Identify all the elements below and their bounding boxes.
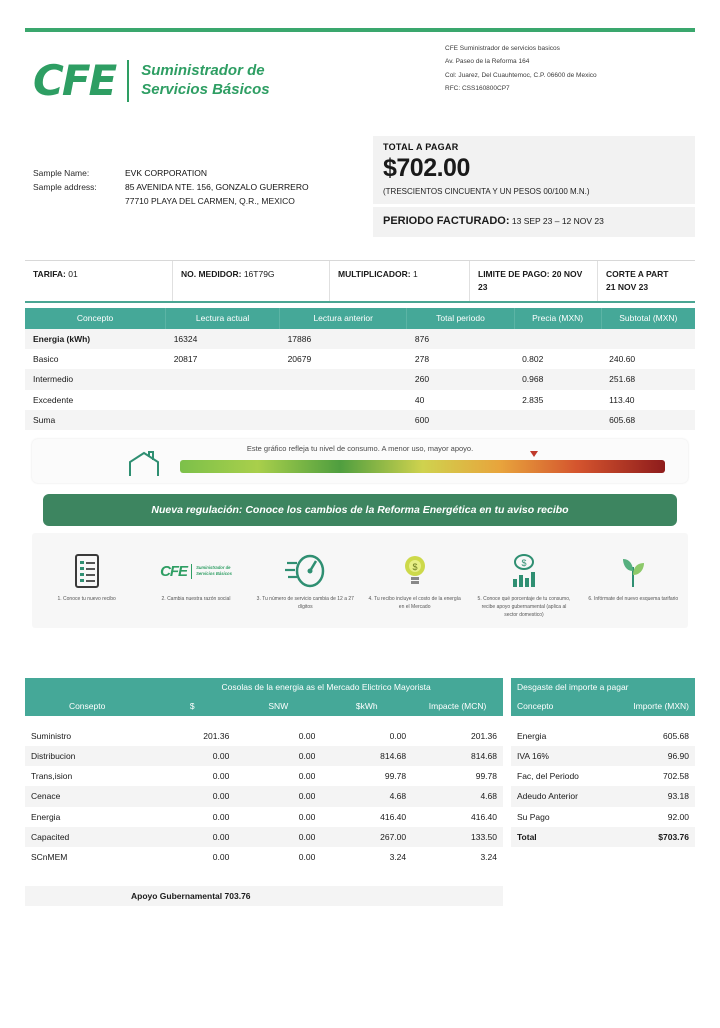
cell-lectura_actual: 16324 — [173, 333, 198, 344]
speed-meter-icon — [251, 547, 360, 595]
spacer-row — [511, 716, 695, 726]
lightbulb-icon — [360, 547, 469, 595]
cell-kwh: 99.78 — [384, 771, 407, 782]
tariff-label: TARIFA: — [33, 269, 66, 279]
table-row — [511, 766, 695, 786]
multiplier-value: 1 — [412, 269, 418, 279]
breakdown-col-importe: Importe (MXN) — [607, 697, 695, 716]
cell-snw: 0.00 — [298, 750, 316, 761]
info-item — [579, 547, 688, 603]
billing-period-value: 13 SEP 23 – 12 NOV 23 — [511, 216, 604, 227]
customer-address-line-1: 85 AVENIDA NTE. 156, GONZALO GUERRERO — [125, 182, 309, 193]
total-due-box — [373, 136, 695, 240]
cell-lectura_actual — [166, 410, 280, 430]
cell-concepto: Fac, del Periodo — [517, 771, 579, 782]
cell-dollar: 0.00 — [212, 832, 230, 843]
tagline-line-1: Suministrador de — [141, 62, 265, 80]
table-row — [25, 726, 503, 746]
cell-impacto: 133.50 — [471, 832, 497, 843]
info-caption: 6. Infórmate del nuevo esquema tarifario — [588, 596, 679, 602]
cell-kwh: 4.68 — [389, 791, 407, 802]
tariff-strip — [25, 260, 695, 303]
table-row — [25, 746, 503, 766]
table-row — [25, 847, 503, 867]
svg-text:$: $ — [521, 558, 527, 568]
breakdown-group-header-row — [511, 678, 695, 697]
col-precio: Precia (MXN) — [514, 308, 601, 329]
apoyo-label: Apoyo Gubernamental — [131, 890, 223, 901]
cell-impacto: 4.68 — [480, 791, 497, 802]
issuer-line-4: RFC: CSS160800CP7 — [445, 84, 510, 92]
table-row — [25, 410, 695, 430]
multiplier-cell — [330, 261, 470, 301]
bill-header — [25, 32, 695, 132]
cell-impacto: 814.68 — [471, 750, 497, 761]
table-row — [25, 786, 503, 806]
cell-subtotal: 605.68 — [609, 415, 636, 425]
table-row — [25, 766, 503, 786]
info-caption: 3. Tu número de servicio cambia de 12 a 27 dígitos — [256, 596, 354, 610]
cell-lectura_anterior — [280, 369, 407, 389]
info-caption: 2. Cambia nuestra razón social — [161, 596, 231, 602]
cell-precio: 2.835 — [522, 394, 544, 405]
col-lectura-anterior: Lectura anterior — [280, 308, 407, 329]
total-due-amount: $702.00 — [383, 154, 470, 182]
cell-lectura_anterior — [280, 390, 407, 410]
market-group-header-row — [25, 678, 503, 697]
customer-name-label: Sample Name: — [33, 168, 90, 178]
cfe-tagline — [141, 62, 269, 100]
col-concepto: Concepto — [25, 308, 166, 329]
cell-dollar: 201.36 — [203, 730, 230, 741]
table-row — [25, 827, 503, 847]
customer-block — [33, 166, 309, 208]
plant-growth-icon — [579, 547, 688, 595]
market-body — [25, 716, 503, 868]
customer-name-value: EVK CORPORATION — [125, 168, 208, 178]
cell-importe: 92.00 — [667, 811, 689, 822]
cell-concepto: Energia — [31, 811, 61, 822]
meter-label: NO. MEDIDOR: — [181, 269, 242, 279]
cell-kwh: 267.00 — [380, 832, 407, 843]
cell-total_periodo: 876 — [414, 333, 430, 344]
col-lectura-actual: Lectura actual — [166, 308, 280, 329]
breakdown-table — [511, 678, 695, 906]
payment-limit-cell — [470, 261, 598, 301]
bottom-tables — [25, 678, 695, 906]
apoyo-row — [25, 886, 503, 906]
market-group-header: Cosolas de la energia as el Mercado Elictrico Mayorista — [149, 678, 503, 697]
consumption-table — [25, 308, 695, 430]
customer-name-row — [33, 166, 309, 180]
cell-concepto: Excedente — [33, 394, 74, 405]
cell-concepto: Energia (kWh) — [33, 333, 91, 344]
cell-lectura_anterior — [280, 410, 407, 430]
gauge-gradient-bar — [180, 460, 665, 473]
regulation-banner-text: Nueva regulación: Conoce los cambios de la Reforma Energética en tu aviso recibo — [151, 504, 569, 516]
infographic-strip — [32, 533, 688, 628]
cell-concepto: IVA 16% — [517, 750, 549, 761]
issuer-line-2: Av. Paseo de la Reforma 164 — [445, 58, 530, 66]
cell-impacto: 201.36 — [471, 730, 497, 741]
info-item — [251, 547, 360, 611]
cell-dollar: 0.00 — [212, 771, 230, 782]
customer-address-label: Sample address: — [33, 182, 97, 193]
cell-lectura_anterior: 17886 — [287, 333, 312, 344]
meter-value: 16T79G — [243, 269, 275, 279]
customer-address-row — [33, 180, 309, 194]
cell-kwh: 416.40 — [380, 811, 407, 822]
issuer-address-block — [445, 42, 720, 95]
table-row — [25, 329, 695, 349]
cell-snw: 0.00 — [298, 832, 316, 843]
cell-concepto: Su Pago — [517, 811, 550, 822]
coin-chart-icon — [469, 547, 578, 595]
table-row — [25, 390, 695, 410]
total-due-words: (TRESCIENTOS CINCUENTA Y UN PESOS 00/100 M.N.) — [383, 187, 590, 196]
market-header-row — [25, 697, 503, 716]
cell-subtotal — [601, 329, 695, 349]
info-item — [469, 547, 578, 619]
info-item — [141, 547, 250, 603]
cell-precio — [514, 410, 601, 430]
cell-subtotal: 251.68 — [609, 374, 636, 385]
cell-concepto: Energia — [517, 730, 547, 741]
gauge-marker-icon — [530, 451, 538, 457]
apoyo-value: 703.76 — [224, 890, 251, 901]
table-row — [511, 807, 695, 827]
market-col-impacto: Impacte (MCN) — [412, 697, 503, 716]
payment-limit-value: 20 NOV 23 — [478, 269, 583, 293]
tariff-value: 01 — [68, 269, 78, 279]
cell-concepto: SCnMEM — [31, 852, 68, 863]
cell-snw: 0.00 — [298, 771, 316, 782]
table-row — [511, 827, 695, 847]
cell-importe: $703.76 — [658, 832, 689, 843]
cell-concepto: Trans,ision — [31, 771, 73, 782]
cell-impacto: 99.78 — [475, 771, 497, 782]
cell-importe: 605.68 — [663, 730, 689, 741]
cell-kwh: 814.68 — [380, 750, 407, 761]
market-col-kwh: $kWh — [321, 697, 412, 716]
table-row — [511, 746, 695, 766]
breakdown-header-row — [511, 697, 695, 716]
cell-snw: 0.00 — [298, 730, 316, 741]
cell-precio: 0.968 — [522, 374, 544, 385]
bill-page — [0, 28, 720, 1028]
info-caption: 5. Conoce qué porcentaje de tu consumo, recibe apoyo gubernamental (aplica al sector domestico) — [477, 596, 571, 618]
consumption-body — [25, 329, 695, 431]
market-col-concepto: Consepto — [25, 697, 149, 716]
cell-concepto: Suministro — [31, 730, 72, 741]
market-cost-table — [25, 678, 503, 906]
regulation-banner[interactable] — [43, 494, 677, 526]
cell-total_periodo: 278 — [414, 354, 430, 365]
total-due-label: TOTAL A PAGAR — [383, 142, 459, 152]
cell-concepto: Capacited — [31, 832, 70, 843]
cell-impacto: 3.24 — [480, 852, 497, 863]
tagline-line-2: Servicios Básicos — [141, 81, 270, 98]
issuer-line-3: Col: Juarez, Del Cuauhtemoc, C.P. 06600 de Mexico — [445, 71, 597, 79]
cell-lectura_actual — [166, 369, 280, 389]
cell-importe: 93.18 — [667, 791, 689, 802]
breakdown-body — [511, 716, 695, 848]
customer-address-line-2: 77710 PLAYA DEL CARMEN, Q.R., MEXICO — [125, 196, 295, 207]
cutoff-label: CORTE A PART — [606, 269, 669, 279]
info-item — [360, 547, 469, 611]
cutoff-cell — [598, 261, 695, 301]
cell-concepto: Adeudo Anterior — [517, 791, 578, 802]
gauge-caption: Este gráfico refleja tu nivel de consumo. A menor uso, mayor apoyo. — [246, 444, 474, 453]
cell-total_periodo: 260 — [414, 374, 430, 385]
cfe-logo-icon: CFE Suministrador de Servicios Básicos — [160, 562, 232, 580]
cell-precio: 0.802 — [522, 354, 544, 365]
table-row — [25, 369, 695, 389]
market-col-snw: SNW — [235, 697, 321, 716]
cell-dollar: 0.00 — [212, 791, 230, 802]
spacer-row — [25, 716, 503, 726]
cell-lectura_actual — [166, 390, 280, 410]
cell-concepto: Cenace — [31, 791, 61, 802]
col-subtotal: Subtotal (MXN) — [601, 308, 695, 329]
info-caption: 4. Tu recibo incluye el costo de la energía en el Mercado — [368, 596, 461, 610]
cell-dollar: 0.00 — [212, 750, 230, 761]
cell-impacto: 416.40 — [471, 811, 497, 822]
breakdown-col-concepto: Concepto — [511, 697, 607, 716]
market-col-dollar: $ — [149, 697, 235, 716]
table-row — [25, 807, 503, 827]
cell-lectura_actual: 20817 — [173, 354, 198, 365]
cell-snw: 0.00 — [298, 852, 316, 863]
cell-concepto: Distribucion — [31, 750, 76, 761]
cfe-wordmark: CFE — [33, 56, 116, 105]
meter-cell — [173, 261, 330, 301]
info-caption: 1. Conoce tu nuevo recibo — [57, 596, 116, 602]
multiplier-label: MULTIPLICADOR: — [338, 269, 411, 279]
cell-subtotal: 113.40 — [609, 394, 635, 405]
table-row — [511, 786, 695, 806]
table-row — [25, 349, 695, 369]
billing-period-label: PERIODO FACTURADO: — [383, 215, 510, 228]
cell-concepto: Total — [517, 832, 537, 843]
house-icon — [127, 451, 161, 477]
market-group-spacer — [25, 678, 149, 697]
logo-divider — [127, 60, 129, 102]
cutoff-value: 21 NOV 23 — [606, 282, 649, 293]
breakdown-group-header: Desgaste del importe a pagar — [511, 678, 695, 697]
consumption-header-row — [25, 308, 695, 329]
issuer-line-1: CFE Suministrador de servicios basicos — [445, 45, 560, 52]
cell-lectura_anterior: 20679 — [287, 354, 312, 365]
cell-subtotal: 240.60 — [609, 354, 636, 365]
table-row — [511, 726, 695, 746]
cell-concepto: Intermedio — [33, 374, 74, 385]
col-total-periodo: Total periodo — [407, 308, 514, 329]
total-due-cell — [373, 136, 695, 207]
cell-dollar: 0.00 — [212, 852, 230, 863]
cell-snw: 0.00 — [298, 811, 316, 822]
cell-precio — [514, 329, 601, 349]
cell-importe: 702.58 — [663, 771, 689, 782]
cell-snw: 0.00 — [298, 791, 316, 802]
cell-concepto: Basico — [33, 354, 59, 365]
cfe-logo — [33, 56, 270, 105]
billing-period-cell — [373, 207, 695, 240]
cell-dollar: 0.00 — [212, 811, 230, 822]
cell-kwh: 3.24 — [389, 852, 407, 863]
cell-kwh: 0.00 — [389, 730, 407, 741]
cell-importe: 96.90 — [667, 750, 689, 761]
document-list-icon — [32, 547, 141, 595]
cell-concepto: Suma — [33, 415, 56, 425]
cell-total_periodo: 40 — [414, 394, 425, 405]
cell-total_periodo: 600 — [414, 415, 430, 425]
consumption-gauge — [32, 439, 688, 483]
payment-limit-label: LIMITE DE PAGO: — [478, 269, 550, 279]
tariff-cell — [25, 261, 173, 301]
svg-text:$: $ — [412, 562, 418, 572]
info-item — [32, 547, 141, 603]
